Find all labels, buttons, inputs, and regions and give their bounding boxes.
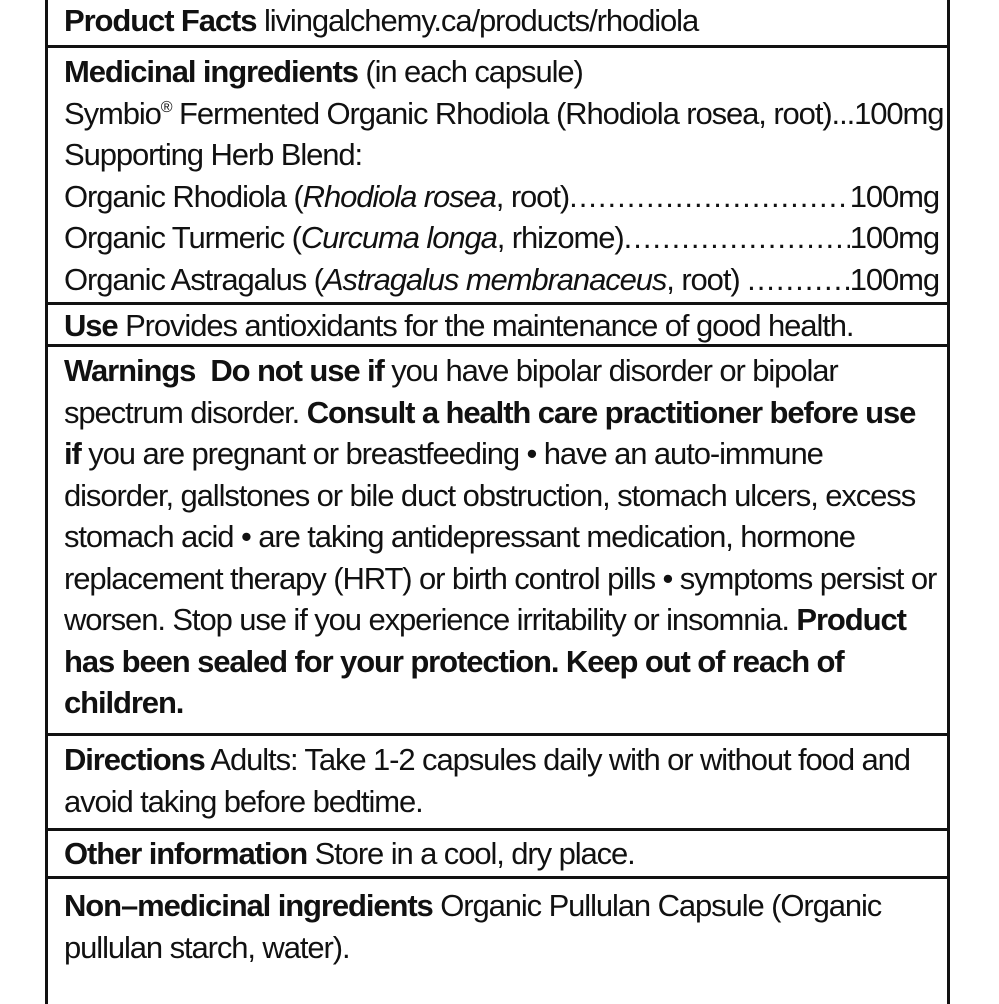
warnings-section <box>48 347 947 736</box>
other-information-text: Store in a cool, dry place. <box>307 836 635 871</box>
product-facts-panel <box>45 0 950 1004</box>
sealed-notice: Product has been sealed for your protection. Keep out of reach of children. <box>64 602 906 720</box>
herb-blend-title: Supporting Herb Blend: <box>64 137 363 172</box>
medicinal-ingredients-section <box>48 48 947 305</box>
warnings-text-1: you have bipolar disorder or bipolar spectrum disorder. <box>64 353 838 430</box>
main-ingredient-description: Fermented Organic Rhodiola (Rhodiola rosea, root)...100mg <box>171 95 944 131</box>
latin-name: Curcuma longa <box>300 220 497 255</box>
medicinal-qualifier: (in each capsule) <box>365 54 583 89</box>
ingredient-amount: 100mg <box>849 178 939 214</box>
do-not-use-if: Do not use if <box>210 353 384 388</box>
warnings-heading: Warnings <box>64 353 196 388</box>
ingredient-row: Organic Astragalus (Astragalus membranaceus, root) ..... 100mg <box>64 259 939 301</box>
leader-dots <box>747 259 850 301</box>
use-heading: Use <box>64 308 118 343</box>
directions-heading: Directions <box>64 742 205 777</box>
non-medicinal-heading: Non–medicinal ingredients <box>64 888 433 923</box>
consult-practitioner: Consult a health care practitioner before use if <box>64 394 916 471</box>
warnings-text-2: you are pregnant or breastfeeding • have an auto-immune disorder, gallstones or bile duct obstruction, stomach ulcers, excess stomach acid • are taking antidepressant medication, hormone replacement therapy (HRT) or birth control pills • symptoms persist or worsen. Stop use if you experience irritability or insomnia. <box>64 436 937 637</box>
ingredient-row: Organic Turmeric (Curcuma longa, rhizome) ..... 100mg <box>64 217 939 259</box>
medicinal-ingredients-heading: Medicinal ingredients <box>64 54 358 89</box>
use-text: Provides antioxidants for the maintenance of good health. <box>117 308 854 343</box>
leader-dots <box>569 176 850 218</box>
main-ingredient-line <box>64 93 944 135</box>
other-information-section <box>48 831 947 879</box>
main-ingredient-brand: Symbio <box>64 95 161 131</box>
non-medicinal-section <box>48 879 947 979</box>
other-information-heading: Other information <box>64 836 308 871</box>
ingredient-amount: 100mg <box>849 220 939 255</box>
non-medicinal-text: Organic Pullulan Capsule (Organic pullulan starch, water). <box>64 888 882 965</box>
latin-name: Rhodiola rosea <box>302 178 496 214</box>
product-facts-heading: Product Facts <box>64 3 257 38</box>
product-facts-header <box>48 0 947 48</box>
use-section <box>48 305 947 347</box>
directions-text: Adults: Take 1-2 capsules daily with or without food and avoid taking before bedtime. <box>64 742 910 819</box>
ingredient-amount: 100mg <box>849 261 939 297</box>
directions-section <box>48 736 947 831</box>
leader-dots <box>624 217 850 259</box>
ingredient-row: Organic Rhodiola (Rhodiola rosea, root) ..... 100mg <box>64 176 939 218</box>
product-url: livingalchemy.ca/products/rhodiola <box>263 3 699 38</box>
latin-name: Astragalus membranaceus <box>322 261 667 297</box>
registered-mark: ® <box>160 98 172 116</box>
